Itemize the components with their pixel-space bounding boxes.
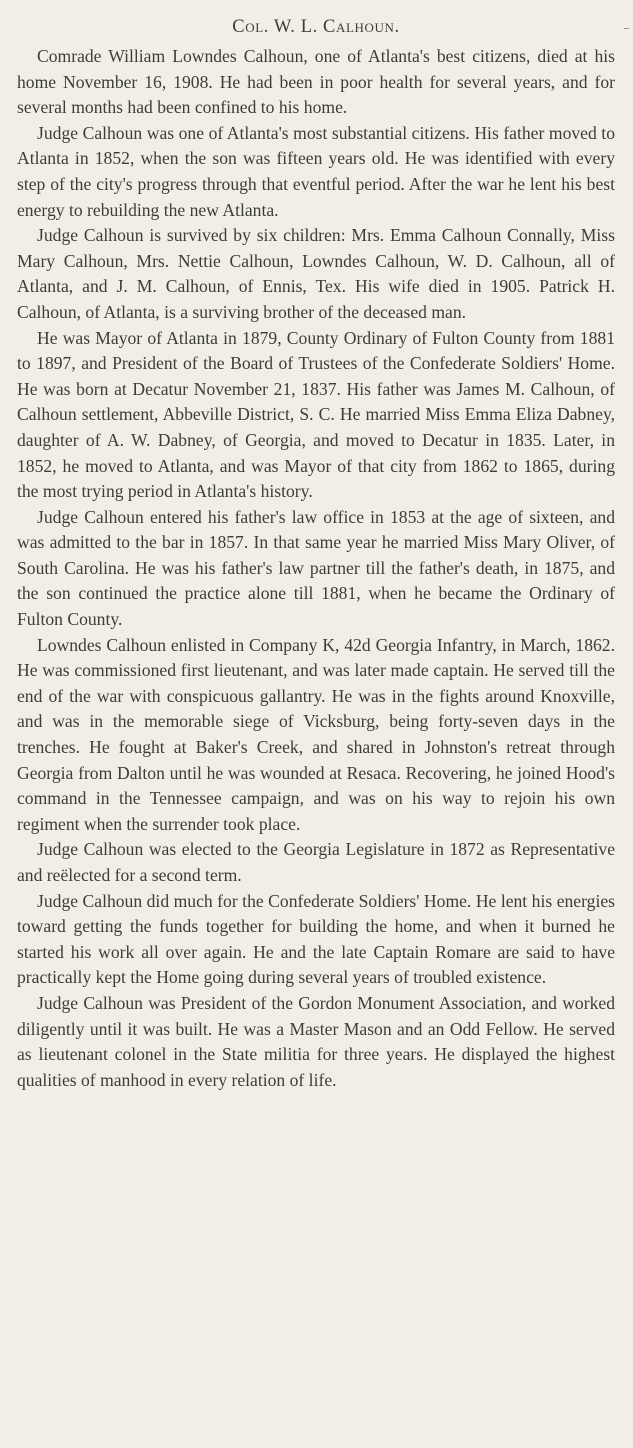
page-edge-mark xyxy=(624,28,629,29)
article-heading xyxy=(17,10,615,44)
paragraph-death-notice: Comrade William Lowndes Calhoun, one of Atlanta's best citizens, died at his home November 16, 1908. He had been in poor health for several years, and for several months had been confined to his home. xyxy=(17,46,615,118)
paragraph-offices-and-birth: He was Mayor of Atlanta in 1879, County Ordinary of Fulton County from 1881 to 1897, and President of the Board of Trustees of the Confederate Soldiers' Home. He was born at Decatur November 21, 1837. His father was James M. Calhoun, of Calhoun settlement, Abbeville District, S. C. He married Miss Emma Eliza Dabney, daughter of A. W. Dabney, of Georgia, and moved to Decatur in 1835. Later, in 1852, he moved to Atlanta, and was Mayor of that city from 1862 to 1865, during the most trying period in Atlanta's history. xyxy=(17,327,615,502)
paragraph-military-service: Lowndes Calhoun enlisted in Company K, 42d Georgia Infantry, in March, 1862. He was commissioned first lieutenant, and was later made captain. He served till the end of the war with conspicuous gallantry. He was in the fights around Knoxville, and was in the memorable siege of Vicksburg, being forty-seven days in the trenches. He fought at Baker's Creek, and shared in Johnston's retreat through Georgia from Dalton until he was wounded at Resaca. Recovering, he joined Hood's command in the Tennessee campaign, and was on his way to rejoin his own regiment when the surrender took place. xyxy=(17,634,615,834)
paragraph-survivors: Judge Calhoun is survived by six children: Mrs. Emma Calhoun Connally, Miss Mary Calhoun, Mrs. Nettie Calhoun, Lowndes Calhoun, W. D. Calhoun, all of Atlanta, and J. M. Calhoun, of Ennis, Tex. His wife died in 1905. Patrick H. Calhoun, of Atlanta, is a surviving brother of the deceased man. xyxy=(17,225,615,322)
paragraph-law-career: Judge Calhoun entered his father's law office in 1853 at the age of sixteen, and was admitted to the bar in 1857. In that same year he married Miss Mary Oliver, of South Carolina. He was his father's law partner till the father's death, in 1875, and the son continued the practice alone till 1881, when he became the Ordinary of Fulton County. xyxy=(17,506,615,630)
article-body xyxy=(17,44,615,1093)
paragraph-soldiers-home: Judge Calhoun did much for the Confederate Soldiers' Home. He lent his energies toward getting the funds together for building the home, and when it burned he started his work all over again. He and the late Captain Romare are said to have practically kept the Home going during several years of troubled existence. xyxy=(17,890,615,988)
paragraph-associations: Judge Calhoun was President of the Gordon Monument Association, and worked diligently until it was built. He was a Master Mason and an Odd Fellow. He served as lieutenant colonel in the State militia for three years. He displayed the highest qualities of manhood in every relation of life. xyxy=(17,992,615,1090)
article-title: Col. W. L. Calhoun. xyxy=(232,17,400,37)
paragraph-legislature: Judge Calhoun was elected to the Georgia Legislature in 1872 as Representative and reëlected for a second term. xyxy=(17,839,615,885)
paragraph-citizen: Judge Calhoun was one of Atlanta's most substantial citizens. His father moved to Atlanta in 1852, when the son was fifteen years old. He was identified with every step of the city's progress through that eventful period. After the war he lent his best energy to rebuilding the new Atlanta. xyxy=(17,122,615,220)
